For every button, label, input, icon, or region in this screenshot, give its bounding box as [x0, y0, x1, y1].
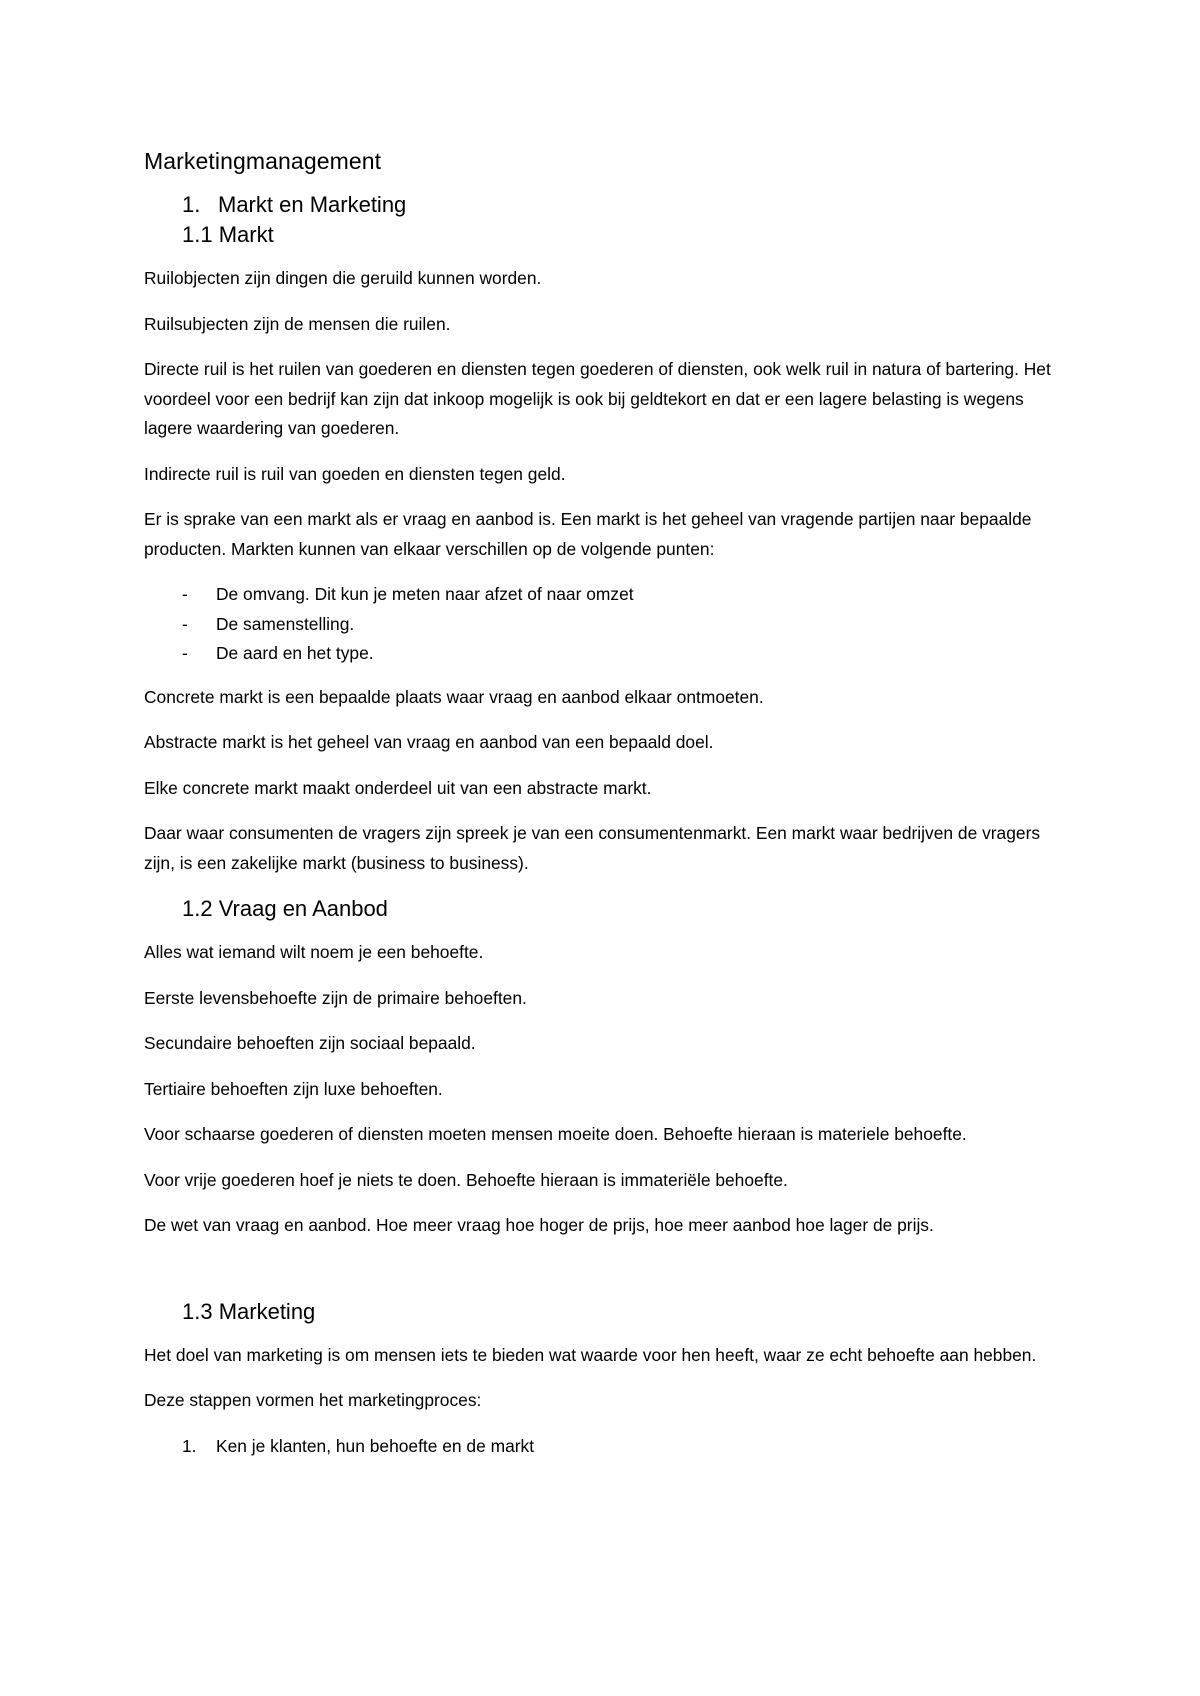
- step-number: 1.: [182, 1435, 197, 1456]
- paragraph: Ruilsubjecten zijn de mensen die ruilen.: [144, 313, 451, 334]
- paragraph: Het doel van marketing is om mensen iets te bieden wat waarde voor hen heeft, waar ze echt behoefte aan hebben.: [144, 1344, 1037, 1365]
- paragraph: Secundaire behoeften zijn sociaal bepaald.: [144, 1033, 476, 1053]
- paragraph: De wet van vraag en aanbod. Hoe meer vraag hoe hoger de prijs, hoe meer aanbod hoe lager de prijs.: [144, 1215, 934, 1235]
- paragraph: Ruilobjecten zijn dingen die geruild kunnen worden.: [144, 268, 542, 288]
- chapter-number: 1.: [182, 192, 201, 217]
- section-heading-markt: 1.1 Markt: [182, 222, 274, 247]
- paragraph: Voor vrije goederen hoef je niets te doen. Behoefte hieraan is immateriële behoefte.: [144, 1169, 788, 1190]
- document-content: [144, 146, 1064, 1461]
- paragraph: Abstracte markt is het geheel van vraag en aanbod van een bepaald doel.: [144, 732, 714, 752]
- step-text: Ken je klanten, hun behoefte en de markt: [216, 1435, 535, 1456]
- list-item: [144, 580, 1064, 610]
- chapter-title: Markt en Marketing: [218, 192, 407, 217]
- document-title: Marketingmanagement: [144, 148, 382, 174]
- paragraph: Tertiaire behoeften zijn luxe behoeften.: [144, 1078, 443, 1099]
- list-item: [144, 639, 1064, 669]
- list-item-text: De aard en het type.: [216, 643, 374, 663]
- chapter-heading: [144, 190, 1064, 220]
- section-heading-vraag-en-aanbod: 1.2 Vraag en Aanbod: [182, 896, 388, 921]
- paragraph: Daar waar consumenten de vragers zijn spreek je van een consumentenmarkt. Een markt waar bedrijven de vragers zijn, is een zakelijke markt (business to business).: [144, 823, 1041, 873]
- paragraph: Indirecte ruil is ruil van goeden en diensten tegen geld.: [144, 463, 566, 484]
- list-item: [144, 610, 1064, 640]
- list-item-text: De omvang. Dit kun je meten naar afzet of naar omzet: [216, 584, 634, 604]
- list-item-text: De samenstelling.: [216, 613, 355, 634]
- list-bullet: -: [182, 584, 188, 604]
- paragraph: Concrete markt is een bepaalde plaats waar vraag en aanbod elkaar ontmoeten.: [144, 686, 764, 707]
- markt-list: [144, 580, 1064, 669]
- paragraph: Eerste levensbehoefte zijn de primaire behoeften.: [144, 987, 527, 1008]
- marketing-steps-list: [144, 1432, 1064, 1462]
- paragraph: Elke concrete markt maakt onderdeel uit van een abstracte markt.: [144, 777, 652, 798]
- paragraph: Directe ruil is het ruilen van goederen en diensten tegen goederen of diensten, ook welk ruil in natura of bartering. Het voordeel voor een bedrijf kan zijn dat inkoop mogelijk is ook bij geldtekort en dat er een lagere belasting is wegens lagere waardering van goederen.: [144, 359, 1051, 438]
- paragraph: Voor schaarse goederen of diensten moeten mensen moeite doen. Behoefte hieraan is materiele behoefte.: [144, 1124, 967, 1144]
- list-bullet: -: [182, 613, 188, 634]
- list-item: [144, 1432, 1064, 1462]
- paragraph: Er is sprake van een markt als er vraag en aanbod is. Een markt is het geheel van vragende partijen naar bepaalde producten. Markten kunnen van elkaar verschillen op de volgende punten:: [144, 509, 1032, 559]
- list-bullet: -: [182, 643, 188, 663]
- paragraph: Alles wat iemand wilt noem je een behoefte.: [144, 942, 484, 962]
- section-heading-marketing: 1.3 Marketing: [182, 1298, 316, 1324]
- paragraph: Deze stappen vormen het marketingproces:: [144, 1390, 482, 1410]
